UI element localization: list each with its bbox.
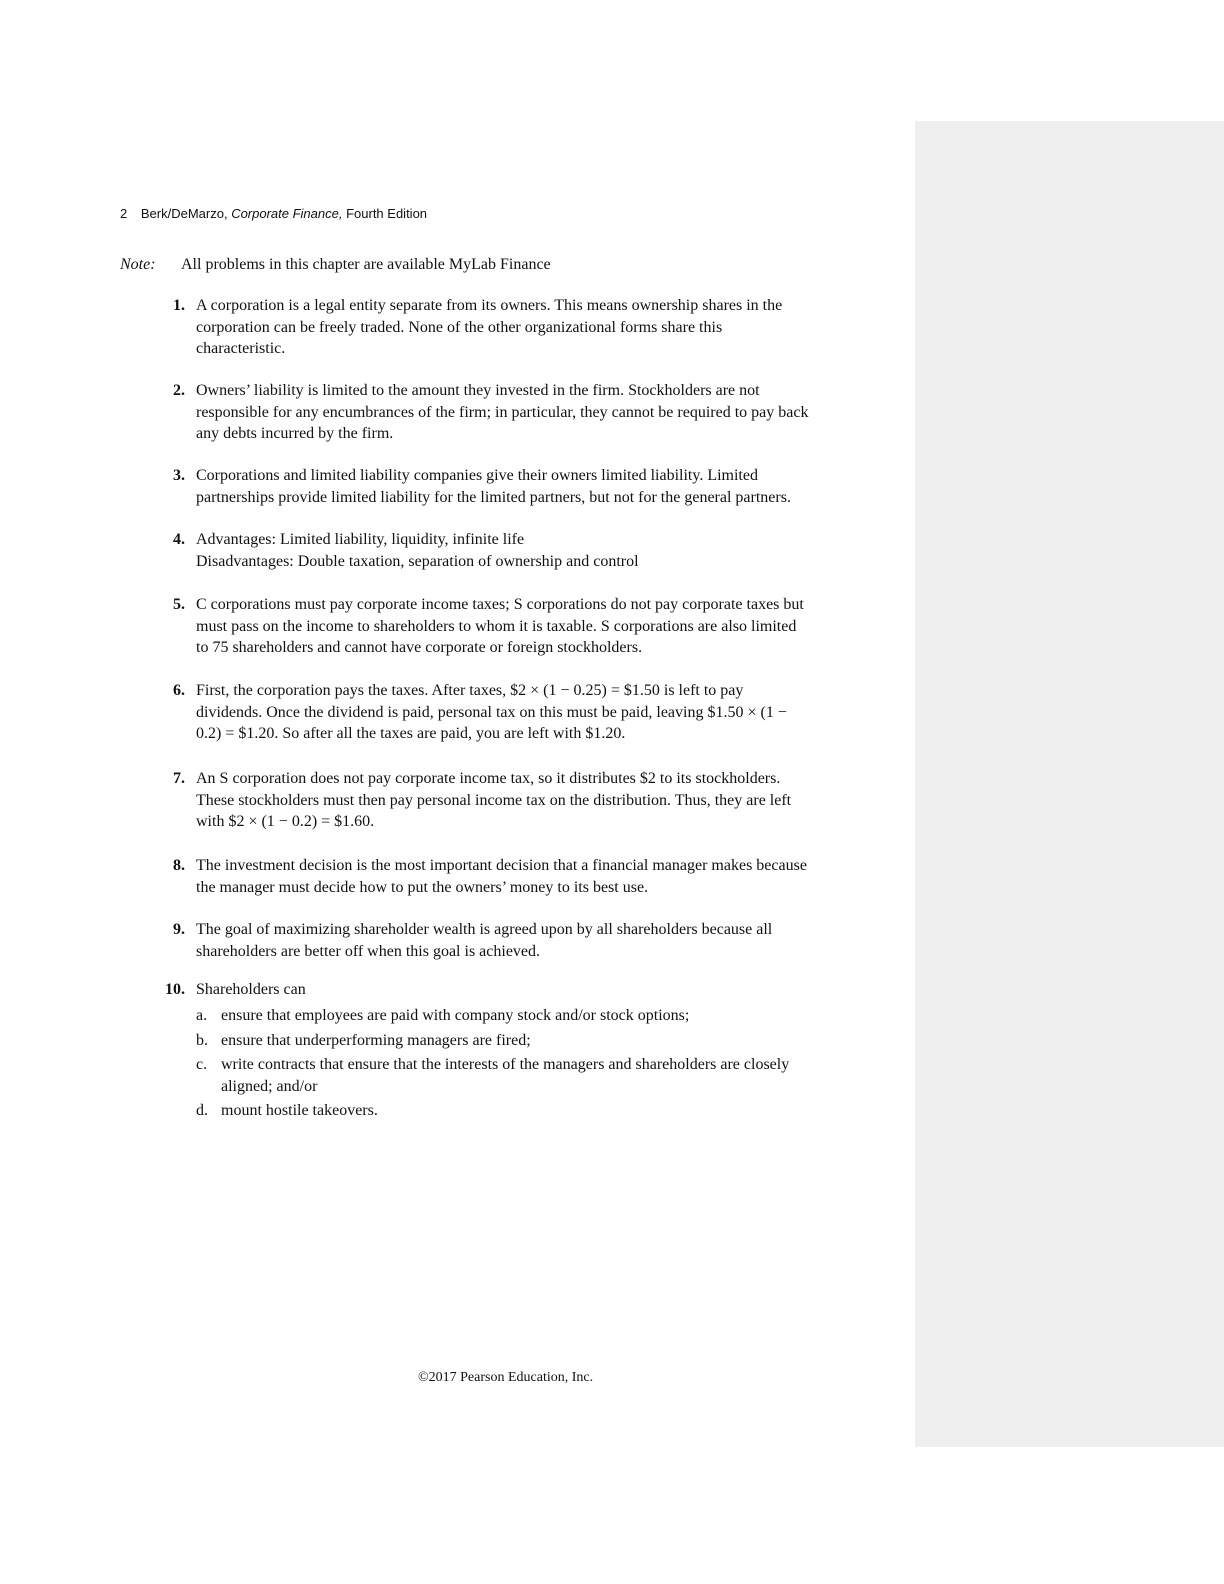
answer-line: partnerships provide limited liability for the limited partners, but not for the general partners. [196, 488, 791, 506]
answer-number: 7. [173, 770, 185, 787]
sub-item-line: aligned; and/or [221, 1077, 318, 1095]
answer-line: The investment decision is the most important decision that a financial manager makes because [196, 857, 807, 874]
answer-number: 1. [173, 297, 185, 314]
edition-label: Fourth Edition [346, 206, 428, 221]
sub-item-line: mount hostile takeovers. [221, 1102, 378, 1119]
answer-number: 6. [173, 682, 185, 699]
answer-text [196, 855, 904, 898]
answer-line: shareholders are better off when this goal is achieved. [196, 942, 541, 960]
sub-item-letter: c. [196, 1056, 208, 1073]
sub-item-text [221, 1030, 901, 1052]
note-text: All problems in this chapter are available MyLab Finance [181, 256, 551, 273]
chapter-note [120, 254, 551, 275]
answer-line: These stockholders must then pay personal income tax on the distribution. Thus, they are left [196, 791, 792, 809]
answer-line: 0.2) = $1.20. So after all the taxes are paid, you are left with $1.20. [196, 725, 626, 742]
sub-item-line: ensure that underperforming managers are fired; [221, 1032, 531, 1049]
answer-line: Corporations and limited liability companies give their owners limited liability. Limited [196, 467, 758, 484]
answer-line: A corporation is a legal entity separate from its owners. This means ownership shares in the [196, 297, 783, 314]
note-label: Note: [120, 256, 156, 273]
answer-number: 4. [173, 531, 185, 548]
answer-line: Owners’ liability is limited to the amount they invested in the firm. Stockholders are not [196, 382, 760, 399]
answer-line: must pass on the income to shareholders to whom it is taxable. S corporations are also limited [196, 617, 797, 635]
answer-line: An S corporation does not pay corporate income tax, so it distributes $2 to its stockholders. [196, 770, 781, 787]
sub-item-text [221, 1054, 901, 1097]
sub-item-text [221, 1005, 901, 1027]
answer-line: Disadvantages: Double taxation, separation of ownership and control [196, 552, 639, 570]
answer-text [196, 465, 904, 508]
answer-text [196, 768, 904, 833]
page-number: 2 [120, 206, 128, 221]
answer-line: to 75 shareholders and cannot have corporate or foreign stockholders. [196, 639, 643, 656]
answer-text [196, 680, 904, 745]
answer-text [196, 529, 904, 572]
sub-item-letter: d. [196, 1102, 208, 1119]
answer-line: Shareholders can [196, 981, 306, 998]
answer-text [196, 919, 904, 962]
answer-number: 5. [173, 596, 185, 613]
answer-line: responsible for any encumbrances of the firm; in particular, they cannot be required to pay back [196, 403, 809, 421]
sub-item-line: ensure that employees are paid with company stock and/or stock options; [221, 1007, 690, 1024]
answer-text [196, 295, 904, 360]
answer-line: The goal of maximizing shareholder wealth is agreed upon by all shareholders because all [196, 921, 773, 938]
comment-margin-pane [915, 121, 1224, 1447]
answer-line: with $2 × (1 − 0.2) = $1.60. [196, 813, 375, 830]
answer-line: the manager must decide how to put the owners’ money to its best use. [196, 878, 649, 896]
answer-number: 10. [165, 981, 185, 998]
answer-line: any debts incurred by the firm. [196, 425, 394, 442]
answer-number: 8. [173, 857, 185, 874]
sub-item-line: write contracts that ensure that the interests of the managers and shareholders are closely [221, 1056, 790, 1073]
answer-number: 2. [173, 382, 185, 399]
answer-text [196, 979, 904, 1001]
sub-item-letter: b. [196, 1032, 208, 1049]
answer-text [196, 380, 904, 445]
answer-line: corporation can be freely traded. None of the other organizational forms share this [196, 318, 723, 336]
running-head [120, 205, 427, 223]
answer-line: characteristic. [196, 340, 286, 357]
book-title: Corporate Finance, [231, 206, 343, 221]
author-names: Berk/DeMarzo, [140, 206, 228, 221]
answer-line: C corporations must pay corporate income taxes; S corporations do not pay corporate taxes but [196, 596, 804, 613]
answer-text [196, 594, 904, 659]
answer-number: 9. [173, 921, 185, 938]
sub-item-letter: a. [196, 1007, 208, 1024]
answer-line: First, the corporation pays the taxes. After taxes, $2 × (1 − 0.25) = $1.50 is left to pay [196, 682, 744, 699]
answer-number: 3. [173, 467, 185, 484]
copyright-notice: ©2017 Pearson Education, Inc. [418, 1370, 594, 1385]
answer-line: dividends. Once the dividend is paid, personal tax on this must be paid, leaving $1.50 × (1 − [196, 703, 787, 721]
answer-line: Advantages: Limited liability, liquidity, infinite life [196, 531, 525, 548]
sub-item-text [221, 1100, 901, 1122]
